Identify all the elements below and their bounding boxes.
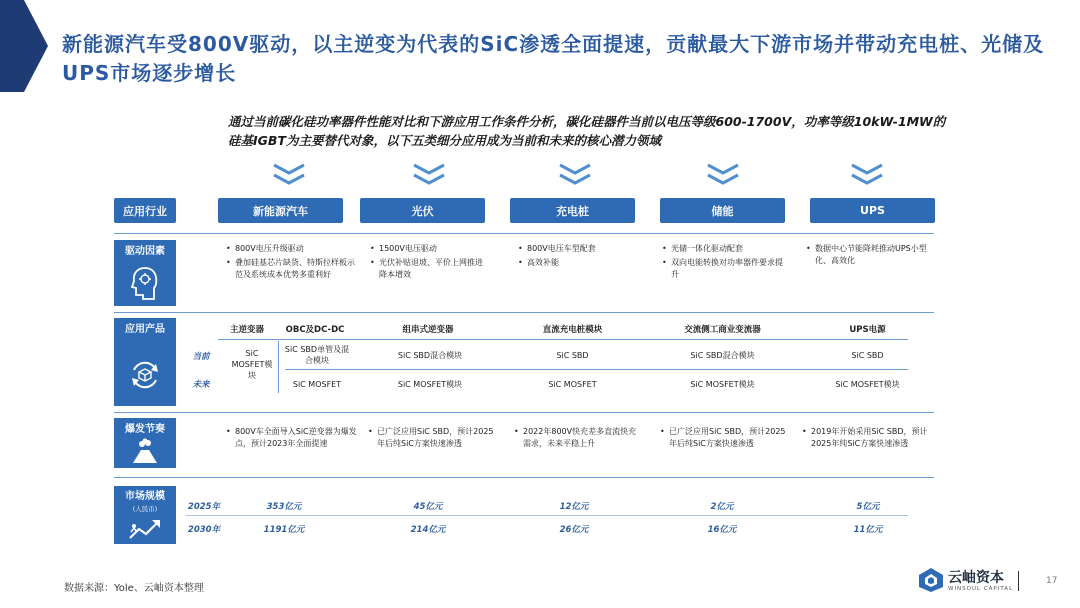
row-divider — [114, 412, 934, 413]
product-current: SiC SBD混合模块 — [690, 351, 755, 360]
divider — [278, 341, 279, 393]
market-year-2025: 2025年 — [187, 502, 221, 512]
driver-item: • 高效补能 — [518, 257, 638, 269]
driver-item: • 光伏补贴退坡、平价上网推进降本增效 — [370, 257, 490, 281]
product-current: SiC SBD混合模块 — [397, 351, 463, 360]
row-divider — [114, 233, 934, 234]
industry-ev: 新能源汽车 — [218, 198, 343, 223]
row-label-timing-box — [114, 418, 176, 468]
market-2030-ups: 11亿元 — [853, 525, 883, 535]
row-divider — [114, 477, 934, 478]
timing-item: • 已广泛应用SiC SBD，预计2025年后纯SiC方案快速渗透 — [368, 426, 498, 450]
chevron-down-icon — [558, 163, 592, 187]
drivers-storage — [662, 243, 787, 283]
market-2025-pv: 45亿元 — [413, 502, 443, 512]
timing-item: • 800V车全面导入SiC逆变器为爆发点，预计2023年全面提速 — [226, 426, 358, 450]
driver-item: • 双向电能转换对功率器件要求提升 — [662, 257, 787, 281]
industry-pv: 光伏 — [360, 198, 485, 223]
logo-subtext: WINSOUL CAPITAL — [948, 586, 1014, 592]
product-future: SiC MOSFET — [548, 380, 597, 389]
logo-icon — [918, 567, 944, 593]
drivers-pv — [370, 243, 490, 283]
market-2030-ev: 1191亿元 — [263, 525, 305, 535]
product-header: UPS电源 — [849, 325, 886, 335]
product-header: 交流侧工商业变流器 — [684, 325, 761, 335]
industry-charging: 充电桩 — [510, 198, 635, 223]
market-2025-storage: 2亿元 — [710, 502, 734, 512]
product-current: SiC SBD单管及混合模块 — [284, 345, 350, 365]
growth-chart-icon — [128, 516, 162, 540]
brain-icon — [130, 264, 160, 300]
product-header: OBC及DC-DC — [285, 325, 345, 335]
corner-triangle-icon — [0, 0, 48, 92]
main-inverter-product: SiC MOSFET模块 — [231, 349, 273, 380]
row-label-drivers-box — [114, 240, 176, 306]
chevron-down-icon — [272, 163, 306, 187]
future-label: 未来 — [192, 380, 210, 390]
market-2025-charging: 12亿元 — [559, 502, 589, 512]
row-label-market-box — [114, 486, 176, 544]
timing-charging — [514, 426, 642, 452]
driver-item: • 数据中心节能降耗推动UPS小型化、高效化 — [806, 243, 931, 267]
product-future: SiC MOSFET模块 — [690, 380, 755, 389]
timing-ups — [802, 426, 934, 452]
divider — [186, 515, 908, 516]
timing-item: • 2019年开始采用SiC SBD，预计2025年纯SiC方案快速渗透 — [802, 426, 934, 450]
row-divider — [114, 312, 934, 313]
market-2025-ups: 5亿元 — [856, 502, 880, 512]
row-label-market-unit: (人民币) — [132, 505, 158, 513]
product-current: SiC SBD — [851, 351, 884, 360]
chevron-down-icon — [412, 163, 446, 187]
current-label: 当前 — [192, 352, 210, 362]
page-number: 17 — [1046, 576, 1058, 586]
product-future: SiC MOSFET模块 — [397, 380, 463, 389]
timing-pv — [368, 426, 498, 452]
driver-item: • 800V电压车型配套 — [518, 243, 638, 255]
chevron-down-icon — [850, 163, 884, 187]
page-subtitle: 通过当前碳化硅功率器件性能对比和下游应用工作条件分析，碳化硅器件当前以电压等级600-1700V，功率等级10kW-1MW的硅基IGBT为主要替代对象，以下五类细分应用成为当前和未来的核心潜力领域 — [228, 114, 946, 148]
industry-storage: 储能 — [660, 198, 785, 223]
volcano-icon — [131, 438, 159, 464]
product-future: SiC MOSFET — [292, 380, 342, 389]
product-header: 组串式逆变器 — [402, 325, 454, 335]
logo-text: 云岫资本 — [948, 570, 1004, 586]
row-label-products: 应用产品 — [125, 324, 165, 335]
product-current: SiC SBD — [556, 351, 589, 360]
row-label-industry: 应用行业 — [114, 198, 176, 223]
driver-item: • 1500V电压驱动 — [370, 243, 490, 255]
drivers-ev — [226, 243, 356, 283]
drivers-ups — [806, 243, 931, 269]
market-2030-storage: 16亿元 — [707, 525, 737, 535]
row-label-drivers: 驱动因素 — [125, 246, 165, 257]
driver-item: • 光储一体化驱动配套 — [662, 243, 787, 255]
data-source: 数据来源：Yole、云岫资本整理 — [64, 583, 204, 594]
chevron-down-icon — [706, 163, 740, 187]
driver-item: • 叠加硅基芯片缺货、特斯拉样板示范及系统成本优势多重利好 — [226, 257, 356, 281]
product-future: SiC MOSFET模块 — [835, 380, 900, 389]
driver-item: • 800V电压升级驱动 — [226, 243, 356, 255]
row-label-products-box — [114, 318, 176, 406]
market-2025-ev: 353亿元 — [266, 502, 302, 512]
timing-item: • 已广泛应用SiC SBD，预计2025年后纯SiC方案快速渗透 — [660, 426, 792, 450]
page-title: 新能源汽车受800V驱动，以主逆变为代表的SiC渗透全面提速，贡献最大下游市场并带动充电桩、光储及UPS市场逐步增长 — [62, 32, 1045, 85]
divider — [285, 369, 908, 370]
row-label-market: 市场规模 — [125, 491, 165, 502]
cycle-box-icon — [128, 358, 162, 392]
divider — [1018, 571, 1019, 591]
market-year-2030: 2030年 — [187, 525, 221, 535]
row-label-timing: 爆发节奏 — [125, 424, 165, 435]
divider — [218, 339, 908, 340]
product-header: 主逆变器 — [229, 325, 264, 335]
timing-ev — [226, 426, 358, 452]
product-header: 直流充电桩模块 — [542, 325, 603, 335]
timing-item: • 2022年800V快充差多直流快充需求，未来平稳上升 — [514, 426, 642, 450]
market-2030-pv: 214亿元 — [410, 525, 446, 535]
market-2030-charging: 26亿元 — [559, 525, 589, 535]
industry-ups: UPS — [810, 198, 935, 223]
drivers-charging — [518, 243, 638, 271]
timing-storage — [660, 426, 792, 452]
